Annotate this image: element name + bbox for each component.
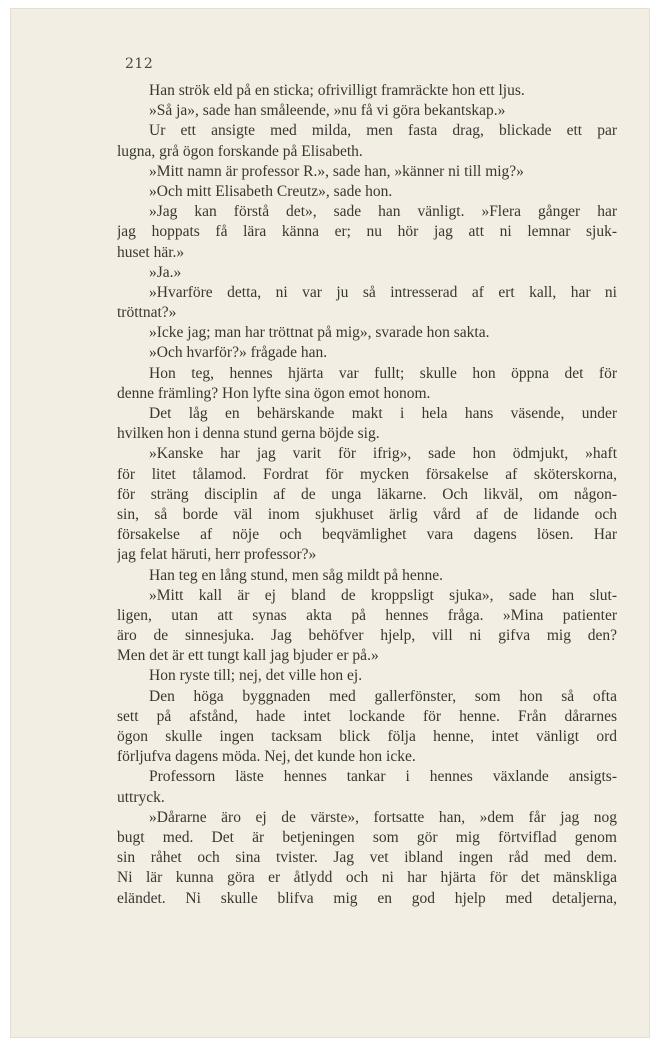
book-page <box>10 8 650 1038</box>
text-line: Den höga byggnaden med gallerfönster, som hon så ofta <box>149 687 617 705</box>
text-line: Ur ett ansigte med milda, men fasta drag, blickade ett par <box>149 122 617 140</box>
text-line: »Dårarne äro ej de värste», fortsatte han, »dem får jag nog <box>149 808 617 826</box>
text-line: Han strök eld på en sticka; ofrivilligt framräckte hon ett ljus. <box>149 82 525 99</box>
text-line: lugna, grå ögon forskande på Elisabeth. <box>117 142 363 160</box>
text-line: jag hoppats få lära känna er; nu hör jag att ni lemnar sjuk- <box>117 223 617 241</box>
text-line: »Så ja», sade han småleende, »nu få vi göra bekantskap.» <box>149 102 506 120</box>
text-line: huset här.» <box>117 243 185 261</box>
text-line: eländet. Ni skulle blifva mig en god hjelp med detaljerna, <box>117 889 617 907</box>
text-line: »Kanske har jag varit för ifrig», sade hon ödmjukt, »haft <box>149 445 617 463</box>
text-line: Men det är ett tungt kall jag bjuder er på.» <box>117 647 379 665</box>
text-line: Han teg en lång stund, men såg mildt på henne. <box>149 566 444 584</box>
text-line: Professorn läste hennes tankar i hennes växlande ansigts- <box>149 768 617 786</box>
text-line: tröttnat?» <box>117 304 177 322</box>
text-line: sin råhet och sina tvister. Jag vet ibland ingen råd med dem. <box>117 849 617 867</box>
text-line: Hon ryste till; nej, det ville hon ej. <box>149 667 363 685</box>
text-line: sin, så borde väl inom sjukhuset ärlig vård af de lidande och <box>117 505 617 523</box>
text-line: »Icke jag; man har tröttnat på mig», svarade hon sakta. <box>149 324 490 342</box>
text-line: »Mitt namn är professor R.», sade han, »känner ni till mig?» <box>149 162 524 180</box>
text-line: »Jag kan förstå det», sade han vänligt. »Flera gånger har <box>149 203 617 221</box>
text-line: ögon skulle ingen tacksam blick följa henne, intet vänligt ord <box>117 728 617 745</box>
text-line: Hon teg, hennes hjärta var fullt; skulle hon öppna det för <box>149 364 617 382</box>
text-line: uttryck. <box>117 788 165 806</box>
text-line: för sträng disciplin af de unga läkarne. Och likväl, om någon- <box>117 485 617 503</box>
text-line: »Hvarföre detta, ni var ju så intresserad af ert kall, har ni <box>149 283 617 301</box>
text-line: sett på afstånd, hade intet lockande för henne. Från dårarnes <box>117 707 617 725</box>
text-line: hvilken hon i denna stund gerna böjde sig. <box>117 425 380 443</box>
text-line: för litet tålamod. Fordrat för mycken försakelse af sköterskorna, <box>117 465 617 483</box>
text-line: »Och mitt Elisabeth Creutz», sade hon. <box>149 182 393 200</box>
text-line: »Ja.» <box>149 263 182 281</box>
text-line: försakelse af nöje och beqvämlighet vara dagens lösen. Har <box>117 526 617 544</box>
body-text <box>117 81 617 909</box>
text-line: äro de sinnesjuka. Jag behöfver hjelp, vill ni gifva mig den? <box>117 627 617 645</box>
text-line: denne främling? Hon lyfte sina ögon emot honom. <box>117 384 431 402</box>
text-line: »Mitt kall är ej bland de kroppsligt sjuka», sade han slut- <box>149 586 617 604</box>
text-line: »Och hvarför?» frågade han. <box>149 344 328 362</box>
text-line: bugt med. Det är betjeningen som gör mig förtviflad genom <box>117 828 617 846</box>
text-line: Ni lär kunna göra er åtlydd och ni har hjärta för det mänskliga <box>117 869 617 887</box>
text-line: jag felat häruti, herr professor?» <box>117 546 317 564</box>
text-line: förljufva dagens möda. Nej, det kunde hon icke. <box>117 748 416 766</box>
text-line: Det låg en behärskande makt i hela hans väsende, under <box>149 405 617 422</box>
text-line: ligen, utan att synas akta på hennes fråga. »Mina patienter <box>117 606 617 624</box>
page-number: 212 <box>125 56 154 72</box>
